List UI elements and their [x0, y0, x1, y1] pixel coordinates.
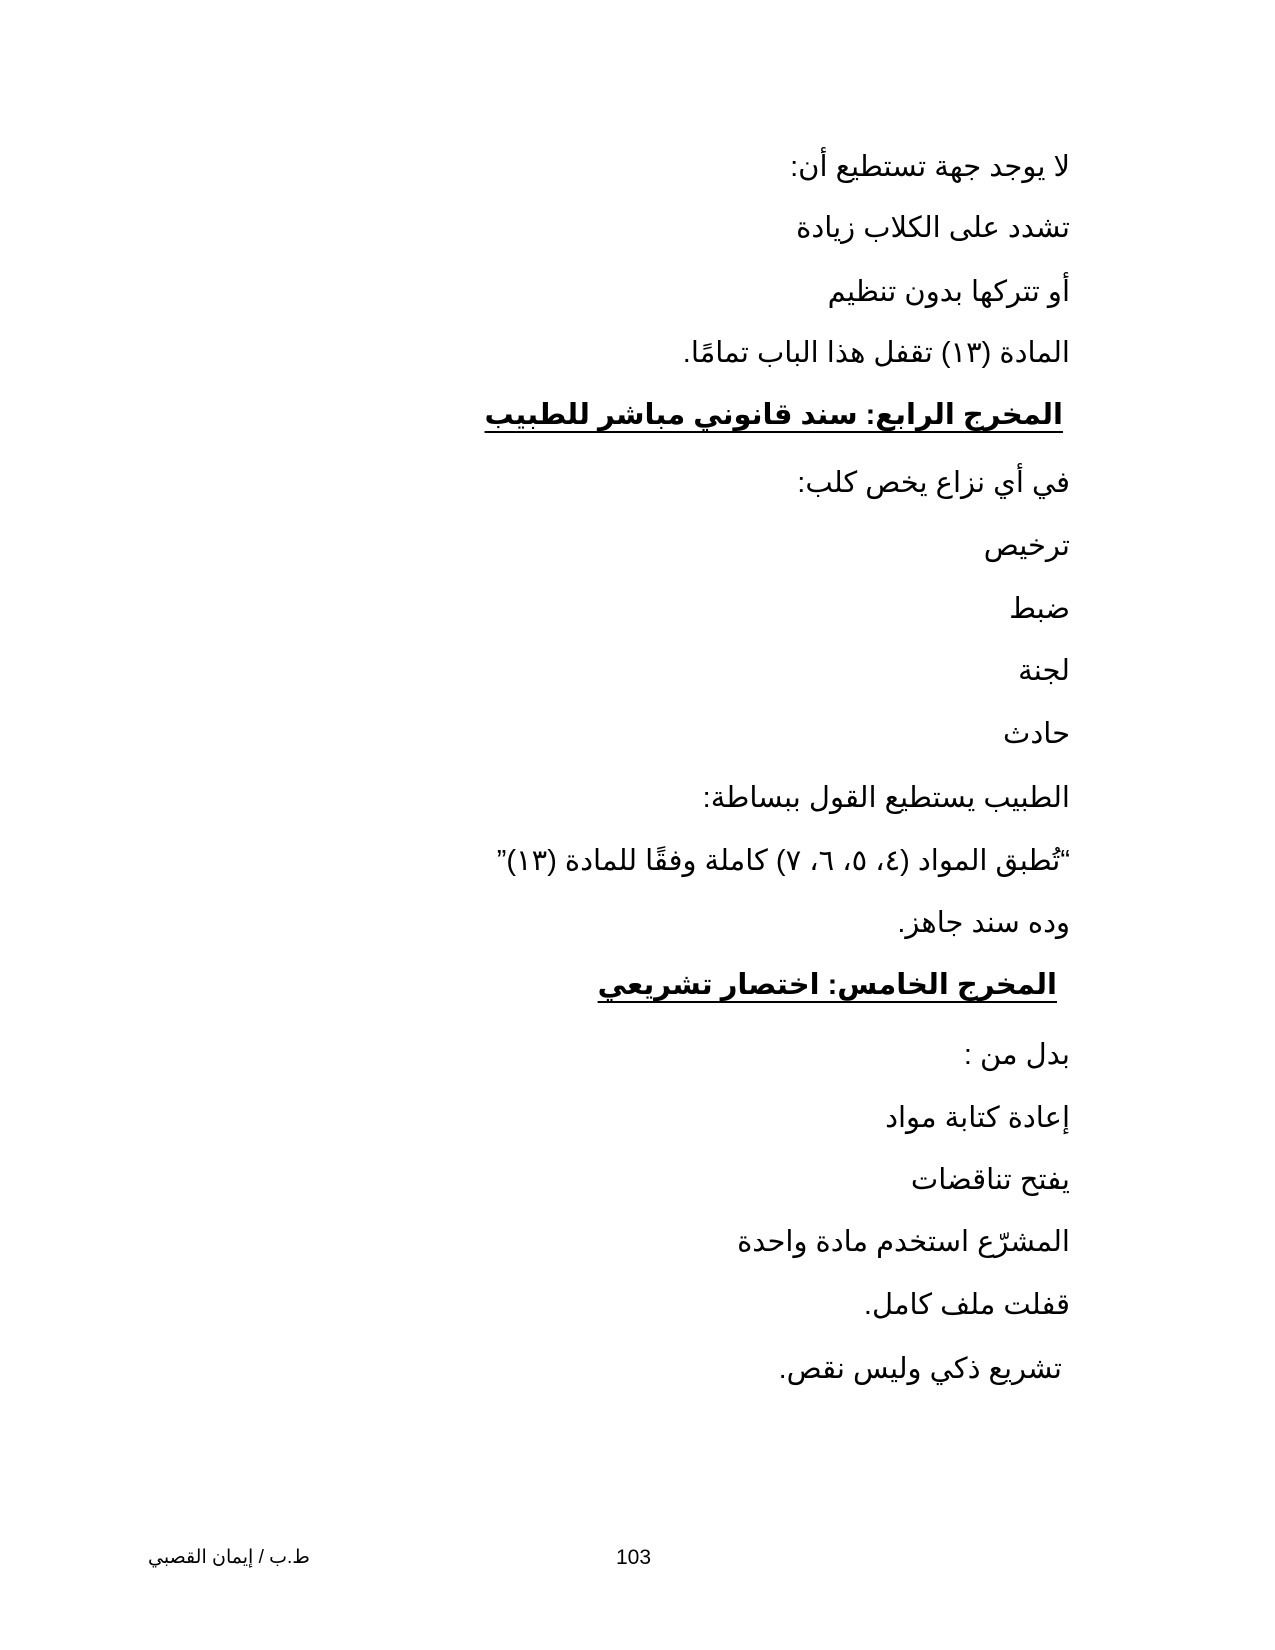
section-heading: المخرج الرابع: سند قانوني مباشر للطبيب: [484, 399, 1063, 431]
section-heading: المخرج الخامس: اختصار تشريعي: [597, 969, 1057, 1001]
body-line: لجنة: [1018, 655, 1070, 687]
body-line: أو تتركها بدون تنظيم: [827, 276, 1070, 308]
body-line: الطبيب يستطيع القول ببساطة:: [702, 782, 1070, 814]
body-line: ترخيص: [983, 530, 1070, 562]
body-line: المشرّع استخدم مادة واحدة: [737, 1226, 1070, 1258]
body-line: المادة (١٣) تقفل هذا الباب تمامًا.: [682, 337, 1070, 369]
body-line: إعادة كتابة مواد: [885, 1102, 1070, 1134]
body-line: يفتح تناقضات: [910, 1164, 1070, 1196]
footer-author: ط.ب / إيمان القصبي: [148, 1547, 310, 1568]
body-line: تشدد على الكلاب زيادة: [796, 212, 1070, 244]
body-line: تشريع ذكي وليس نقص.: [778, 1353, 1062, 1385]
body-line: ضبط: [1009, 593, 1070, 625]
body-line: قفلت ملف كامل.: [863, 1289, 1070, 1321]
body-line: حادث: [1003, 718, 1070, 750]
body-line: “تُطبق المواد (٤، ٥، ٦، ٧) كاملة وفقًا للمادة (١٣)”: [496, 845, 1070, 877]
body-line: لا يوجد جهة تستطيع أن:: [790, 151, 1070, 183]
body-line: بدل من :: [963, 1039, 1070, 1071]
page-number: 103: [616, 1546, 652, 1569]
body-line: في أي نزاع يخص كلب:: [797, 467, 1070, 499]
body-line: وده سند جاهز.: [897, 907, 1070, 939]
